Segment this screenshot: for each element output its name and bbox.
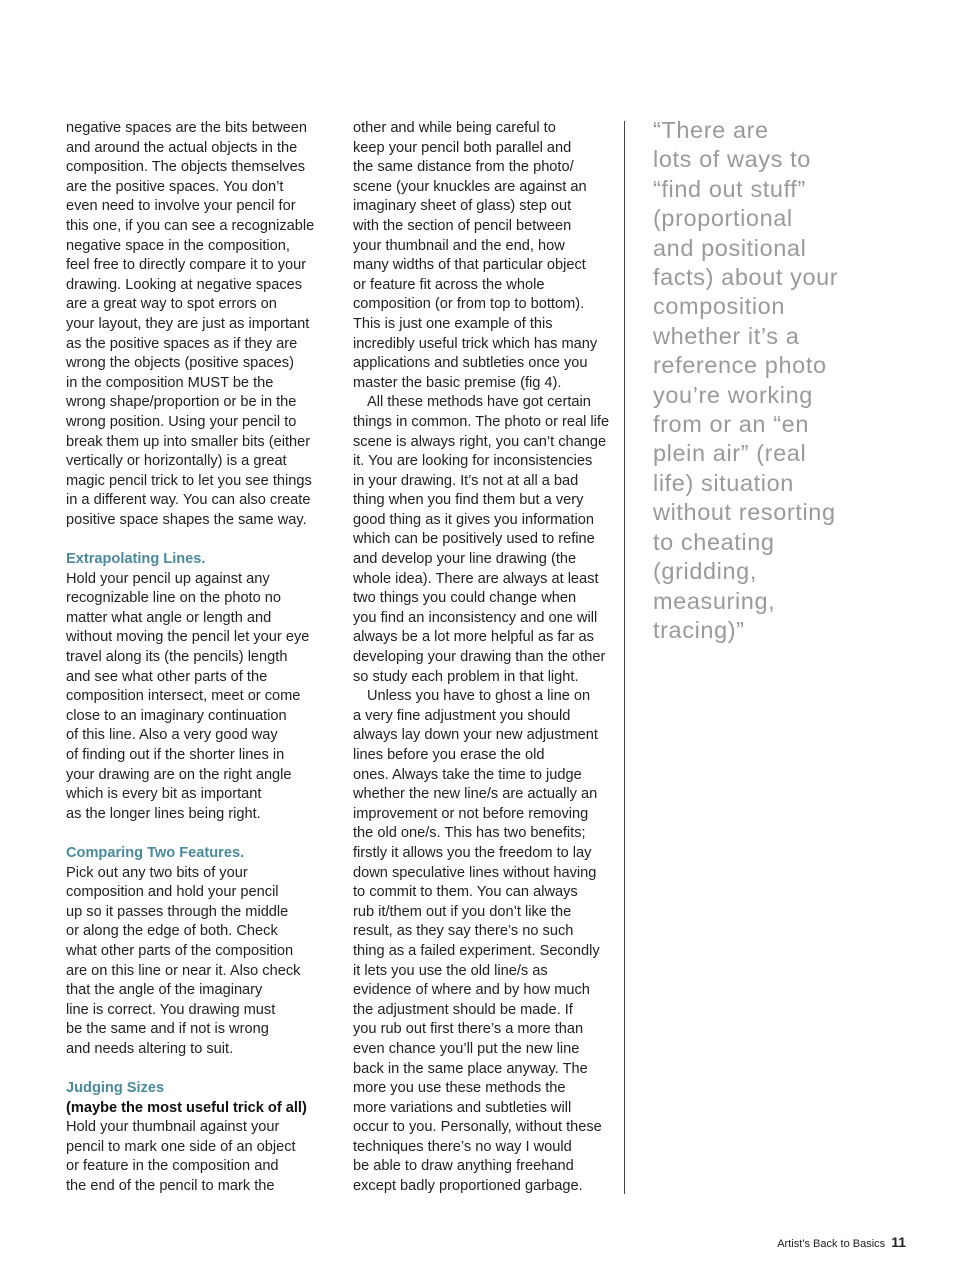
text-line: more you use these methods the bbox=[353, 1080, 566, 1097]
text-line: or along the edge of both. Check bbox=[66, 923, 278, 940]
text-line: tracing)” bbox=[653, 616, 745, 643]
paragraph-comparing-two-features bbox=[66, 864, 328, 1060]
text-line: matter what angle or length and bbox=[66, 609, 272, 626]
text-line: it lets you use the old line/s as bbox=[353, 962, 548, 979]
text-line: two things you could change when bbox=[353, 590, 577, 607]
text-line: as the longer lines being right. bbox=[66, 805, 261, 822]
text-line: Unless you have to ghost a line on bbox=[367, 688, 591, 705]
text-line: pencil to mark one side of an object bbox=[66, 1138, 296, 1155]
section-heading-judging-sizes: Judging Sizes bbox=[66, 1080, 165, 1097]
text-line: magic pencil trick to let you see things bbox=[66, 472, 312, 489]
text-line: the adjustment should be made. If bbox=[353, 1001, 573, 1018]
text-line: incredibly useful trick which has many bbox=[353, 335, 598, 352]
text-line: are on this line or near it. Also check bbox=[66, 962, 301, 979]
text-line: what other parts of the composition bbox=[66, 942, 294, 959]
text-line: Hold your pencil up against any bbox=[66, 570, 270, 587]
text-line: you find an inconsistency and one will bbox=[353, 609, 598, 626]
text-line: many widths of that particular object bbox=[353, 257, 586, 274]
text-line: or feature fit across the whole bbox=[353, 276, 545, 293]
text-line: composition bbox=[653, 293, 785, 320]
text-line: up so it passes through the middle bbox=[66, 903, 289, 920]
text-line: more variations and subtleties will bbox=[353, 1099, 572, 1116]
text-line: back in the same place anyway. The bbox=[353, 1060, 588, 1077]
section-subheading-judging-sizes: (maybe the most useful trick of all) bbox=[66, 1099, 307, 1116]
text-line: in a different way. You can also create bbox=[66, 492, 311, 509]
text-line: and around the actual objects in the bbox=[66, 139, 298, 156]
text-line: be able to draw anything freehand bbox=[353, 1158, 574, 1175]
text-line: lines before you erase the old bbox=[353, 747, 545, 763]
text-line: your thumbnail and the end, how bbox=[353, 237, 565, 254]
text-line: rub it/them out if you don’t like the bbox=[353, 903, 572, 920]
text-line: as the positive spaces as if they are bbox=[66, 335, 298, 352]
text-line: your drawing are on the right angle bbox=[66, 766, 292, 783]
text-line: composition and hold your pencil bbox=[66, 884, 279, 901]
text-line: of this line. Also a very good way bbox=[66, 727, 278, 744]
text-line: wrong position. Using your pencil to bbox=[66, 413, 297, 430]
text-line: things in common. The photo or real life bbox=[353, 413, 610, 430]
text-line: composition intersect, meet or come bbox=[66, 688, 301, 705]
text-line: recognizable line on the photo no bbox=[66, 590, 282, 607]
text-line: are a great way to spot errors on bbox=[66, 296, 277, 313]
text-line: you rub out first there’s a more than bbox=[353, 1021, 584, 1038]
text-line: whether it’s a bbox=[653, 322, 800, 349]
text-line: the end of the pencil to mark the bbox=[66, 1178, 275, 1195]
text-line: that the angle of the imaginary bbox=[66, 982, 263, 999]
text-line: drawing. Looking at negative spaces bbox=[66, 276, 303, 293]
text-line: with the section of pencil between bbox=[353, 217, 572, 234]
text-line: of finding out if the shorter lines in bbox=[66, 747, 285, 763]
text-line: wrong shape/proportion or be in the bbox=[66, 394, 297, 411]
text-line: plein air” (real bbox=[653, 440, 807, 467]
text-line: even chance you’ll put the new line bbox=[353, 1040, 580, 1057]
text-line: which is every bit as important bbox=[66, 786, 262, 803]
text-line: “find out stuff” bbox=[653, 175, 806, 202]
text-line: scene is always right, you can’t change bbox=[353, 433, 607, 450]
paragraph-adjustment-lines bbox=[353, 687, 615, 1196]
text-line: always be a lot more helpful as far as bbox=[353, 629, 594, 646]
text-line: you’re working bbox=[653, 381, 813, 408]
text-line: negative space in the composition, bbox=[66, 237, 290, 254]
text-line: thing when you find them but a very bbox=[353, 492, 584, 509]
text-line: lots of ways to bbox=[653, 146, 811, 173]
paragraph-judging-sizes-continued bbox=[353, 119, 615, 393]
text-line: travel along its (the pencils) length bbox=[66, 649, 288, 666]
text-line: are the positive spaces. You don’t bbox=[66, 178, 284, 195]
text-line: and see what other parts of the bbox=[66, 668, 268, 685]
text-line: imaginary sheet of glass) step out bbox=[353, 198, 572, 215]
text-line: occur to you. Personally, without these bbox=[353, 1119, 602, 1136]
paragraph-extrapolating-lines bbox=[66, 570, 328, 825]
text-line: feel free to directly compare it to your bbox=[66, 257, 307, 274]
text-line: other and while being careful to bbox=[353, 120, 556, 136]
text-line: the same distance from the photo/ bbox=[353, 159, 574, 176]
text-line: without resorting bbox=[653, 499, 836, 526]
text-line: always lay down your new adjustment bbox=[353, 727, 598, 744]
text-line: in the composition MUST be the bbox=[66, 374, 274, 391]
text-line: break them up into smaller bits (either bbox=[66, 433, 311, 450]
text-column-left bbox=[66, 119, 328, 1197]
paragraph-negative-spaces bbox=[66, 119, 328, 530]
text-line: result, as they say there’s no such bbox=[353, 923, 574, 940]
text-line: master the basic premise (fig 4). bbox=[353, 374, 562, 391]
text-line: thing as a failed experiment. Secondly bbox=[353, 942, 600, 959]
text-line: which can be positively used to refine bbox=[353, 531, 595, 548]
text-line: and needs altering to suit. bbox=[66, 1040, 234, 1057]
text-line: firstly it allows you the freedom to lay bbox=[353, 844, 592, 861]
text-line: whether the new line/s are actually an bbox=[353, 786, 598, 803]
text-line: close to an imaginary continuation bbox=[66, 707, 287, 724]
text-line: so study each problem in that light. bbox=[353, 668, 579, 685]
section-heading-extrapolating-lines: Extrapolating Lines. bbox=[66, 551, 206, 568]
text-line: this one, if you can see a recognizable bbox=[66, 217, 315, 234]
page-number: 11 bbox=[891, 1234, 906, 1250]
paragraph-judging-sizes bbox=[66, 1118, 328, 1196]
text-line: it. You are looking for inconsistencies bbox=[353, 453, 593, 470]
text-line: applications and subtleties once you bbox=[353, 355, 588, 372]
pull-quote-divider bbox=[624, 121, 625, 1194]
text-line: keep your pencil both parallel and bbox=[353, 139, 572, 156]
text-line: improvement or not before removing bbox=[353, 805, 589, 822]
publication-title: Artist’s Back to Basics bbox=[777, 1238, 886, 1250]
text-line: (gridding, bbox=[653, 558, 757, 585]
text-line: even need to involve your pencil for bbox=[66, 198, 296, 215]
text-line: and develop your line drawing (the bbox=[353, 551, 577, 568]
text-line: composition (or from top to bottom). bbox=[353, 296, 585, 313]
text-line: Pick out any two bits of your bbox=[66, 864, 248, 881]
page-footer bbox=[777, 1234, 906, 1250]
text-column-middle bbox=[353, 119, 615, 1197]
text-line: facts) about your bbox=[653, 264, 839, 291]
text-line: to commit to them. You can always bbox=[353, 884, 578, 901]
text-line: a very fine adjustment you should bbox=[353, 707, 571, 724]
text-line: the old one/s. This has two benefits; bbox=[353, 825, 586, 842]
text-line: or feature in the composition and bbox=[66, 1158, 279, 1175]
text-line: from or an “en bbox=[653, 411, 809, 438]
text-line: good thing as it gives you information bbox=[353, 511, 594, 528]
text-line: be the same and if not is wrong bbox=[66, 1021, 269, 1038]
text-line: line is correct. You drawing must bbox=[66, 1001, 276, 1018]
text-line: This is just one example of this bbox=[353, 315, 553, 332]
text-line: evidence of where and by how much bbox=[353, 982, 590, 999]
text-line: to cheating bbox=[653, 528, 775, 555]
text-line: ones. Always take the time to judge bbox=[353, 766, 582, 783]
text-line: life) situation bbox=[653, 469, 794, 496]
text-line: down speculative lines without having bbox=[353, 864, 597, 881]
text-line: positive space shapes the same way. bbox=[66, 511, 307, 528]
text-line: developing your drawing than the other bbox=[353, 649, 606, 666]
text-line: reference photo bbox=[653, 352, 827, 379]
text-line: scene (your knuckles are against an bbox=[353, 178, 587, 195]
text-line: whole idea). There are always at least bbox=[353, 570, 599, 587]
text-line: wrong the objects (positive spaces) bbox=[66, 355, 294, 372]
text-line: vertically or horizontally) is a great bbox=[66, 453, 287, 470]
text-line: measuring, bbox=[653, 587, 776, 614]
text-line: composition. The objects themselves bbox=[66, 159, 306, 176]
paragraph-common-methods bbox=[353, 393, 615, 687]
text-line: except badly proportioned garbage. bbox=[353, 1178, 583, 1195]
text-line: in your drawing. It’s not at all a bad bbox=[353, 472, 579, 489]
text-line: your layout, they are just as important bbox=[66, 315, 310, 332]
text-line: and positional bbox=[653, 234, 807, 261]
text-line: All these methods have got certain bbox=[367, 394, 591, 411]
section-heading-comparing-two-features: Comparing Two Features. bbox=[66, 844, 245, 861]
text-line: Hold your thumbnail against your bbox=[66, 1119, 280, 1136]
text-line: negative spaces are the bits between bbox=[66, 120, 307, 136]
text-line: “There are bbox=[653, 117, 769, 143]
text-line: (proportional bbox=[653, 205, 793, 232]
text-line: without moving the pencil let your eye bbox=[66, 629, 310, 646]
text-line: techniques there’s no way I would bbox=[353, 1138, 572, 1155]
pull-quote bbox=[653, 116, 953, 645]
